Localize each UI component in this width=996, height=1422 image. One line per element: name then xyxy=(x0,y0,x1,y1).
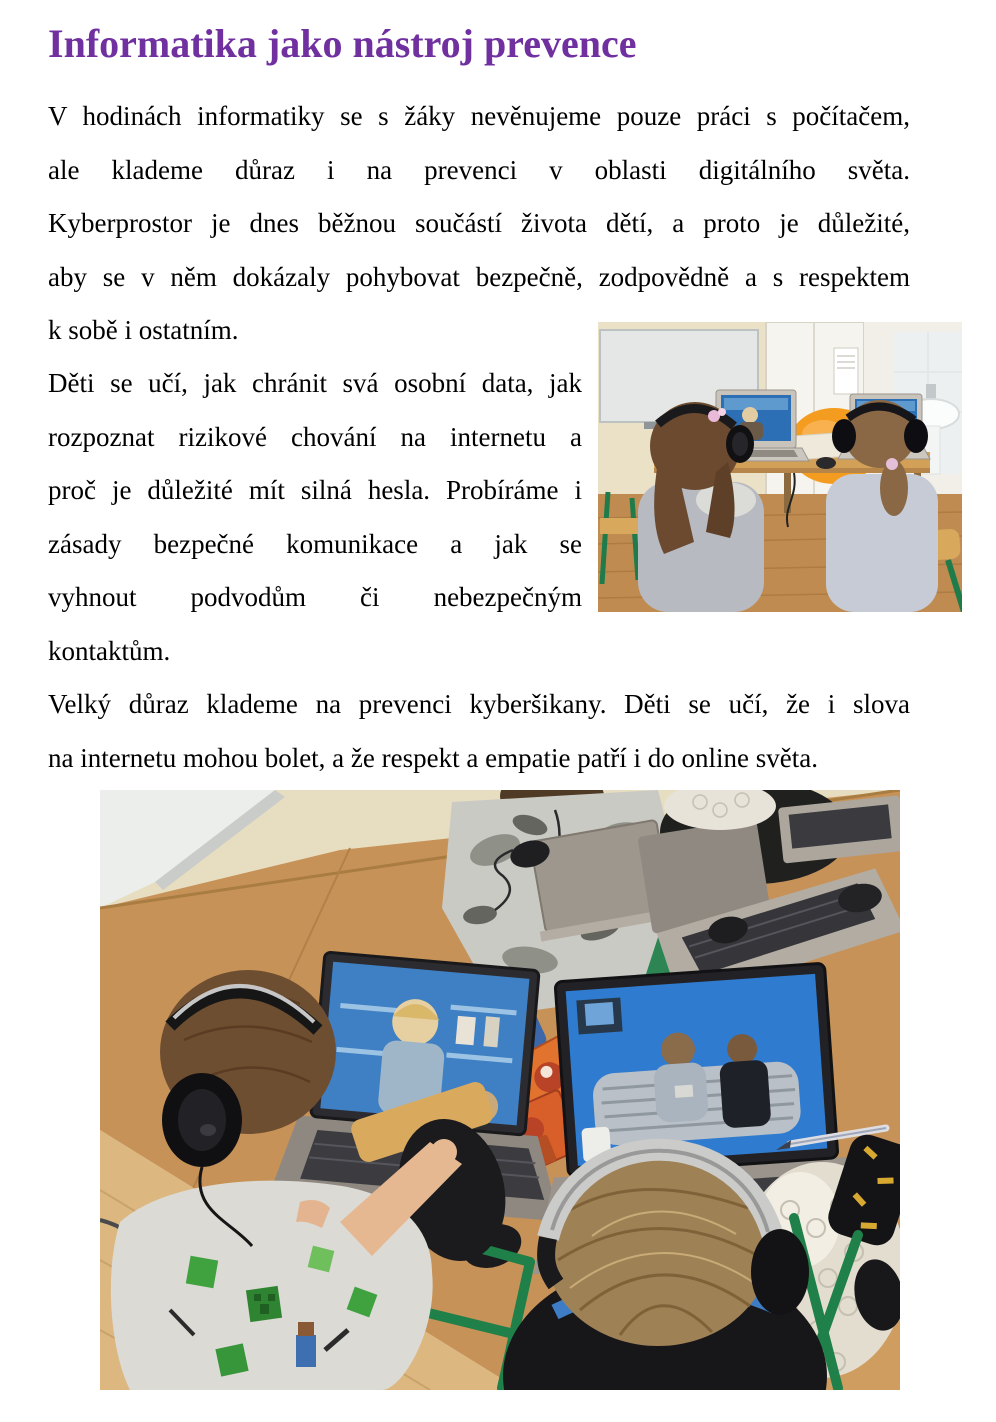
text-line: Velký důraz klademe na prevenci kyberšikany. Děti se učí, že i slova xyxy=(48,689,910,719)
photo-classroom-group xyxy=(100,790,900,1390)
text-line: Kyberprostor je dnes běžnou součástí života dětí, a proto je důležité, xyxy=(48,208,910,238)
text-line: zásady bezpečné komunikace a jak se xyxy=(48,528,582,559)
text-line: V hodinách informatiky se s žáky nevěnujeme pouze práci s počítačem, xyxy=(48,101,910,131)
student-girl-left xyxy=(638,402,764,612)
text-line: Děti se učí, jak chránit svá osobní data, jak xyxy=(48,368,582,398)
text-line: rozpoznat rizikové chování na internetu a xyxy=(48,421,582,452)
text-line: ale klademe důraz i na prevenci v oblasti digitálního světa. xyxy=(48,154,910,185)
text-line: na internetu mohou bolet, a že respekt a empatie patří i do online světa. xyxy=(48,742,818,773)
text-line: vyhnout podvodům či nebezpečným xyxy=(48,582,582,612)
photo-classroom-pair xyxy=(598,322,962,612)
text-line: proč je důležité mít silná hesla. Probíráme i xyxy=(48,475,582,505)
text-line: kontaktům. xyxy=(48,635,171,666)
page-title: Informatika jako nástroj prevence xyxy=(48,21,637,66)
mouse xyxy=(816,457,836,469)
text-line: k sobě i ostatním. xyxy=(48,315,239,345)
text-line: aby se v něm dokázaly pohybovat bezpečně, zodpovědně a s respektem xyxy=(48,261,910,292)
paragraph-2 xyxy=(48,357,582,678)
paragraph-3 xyxy=(48,678,910,785)
paragraph-1 xyxy=(48,90,910,358)
